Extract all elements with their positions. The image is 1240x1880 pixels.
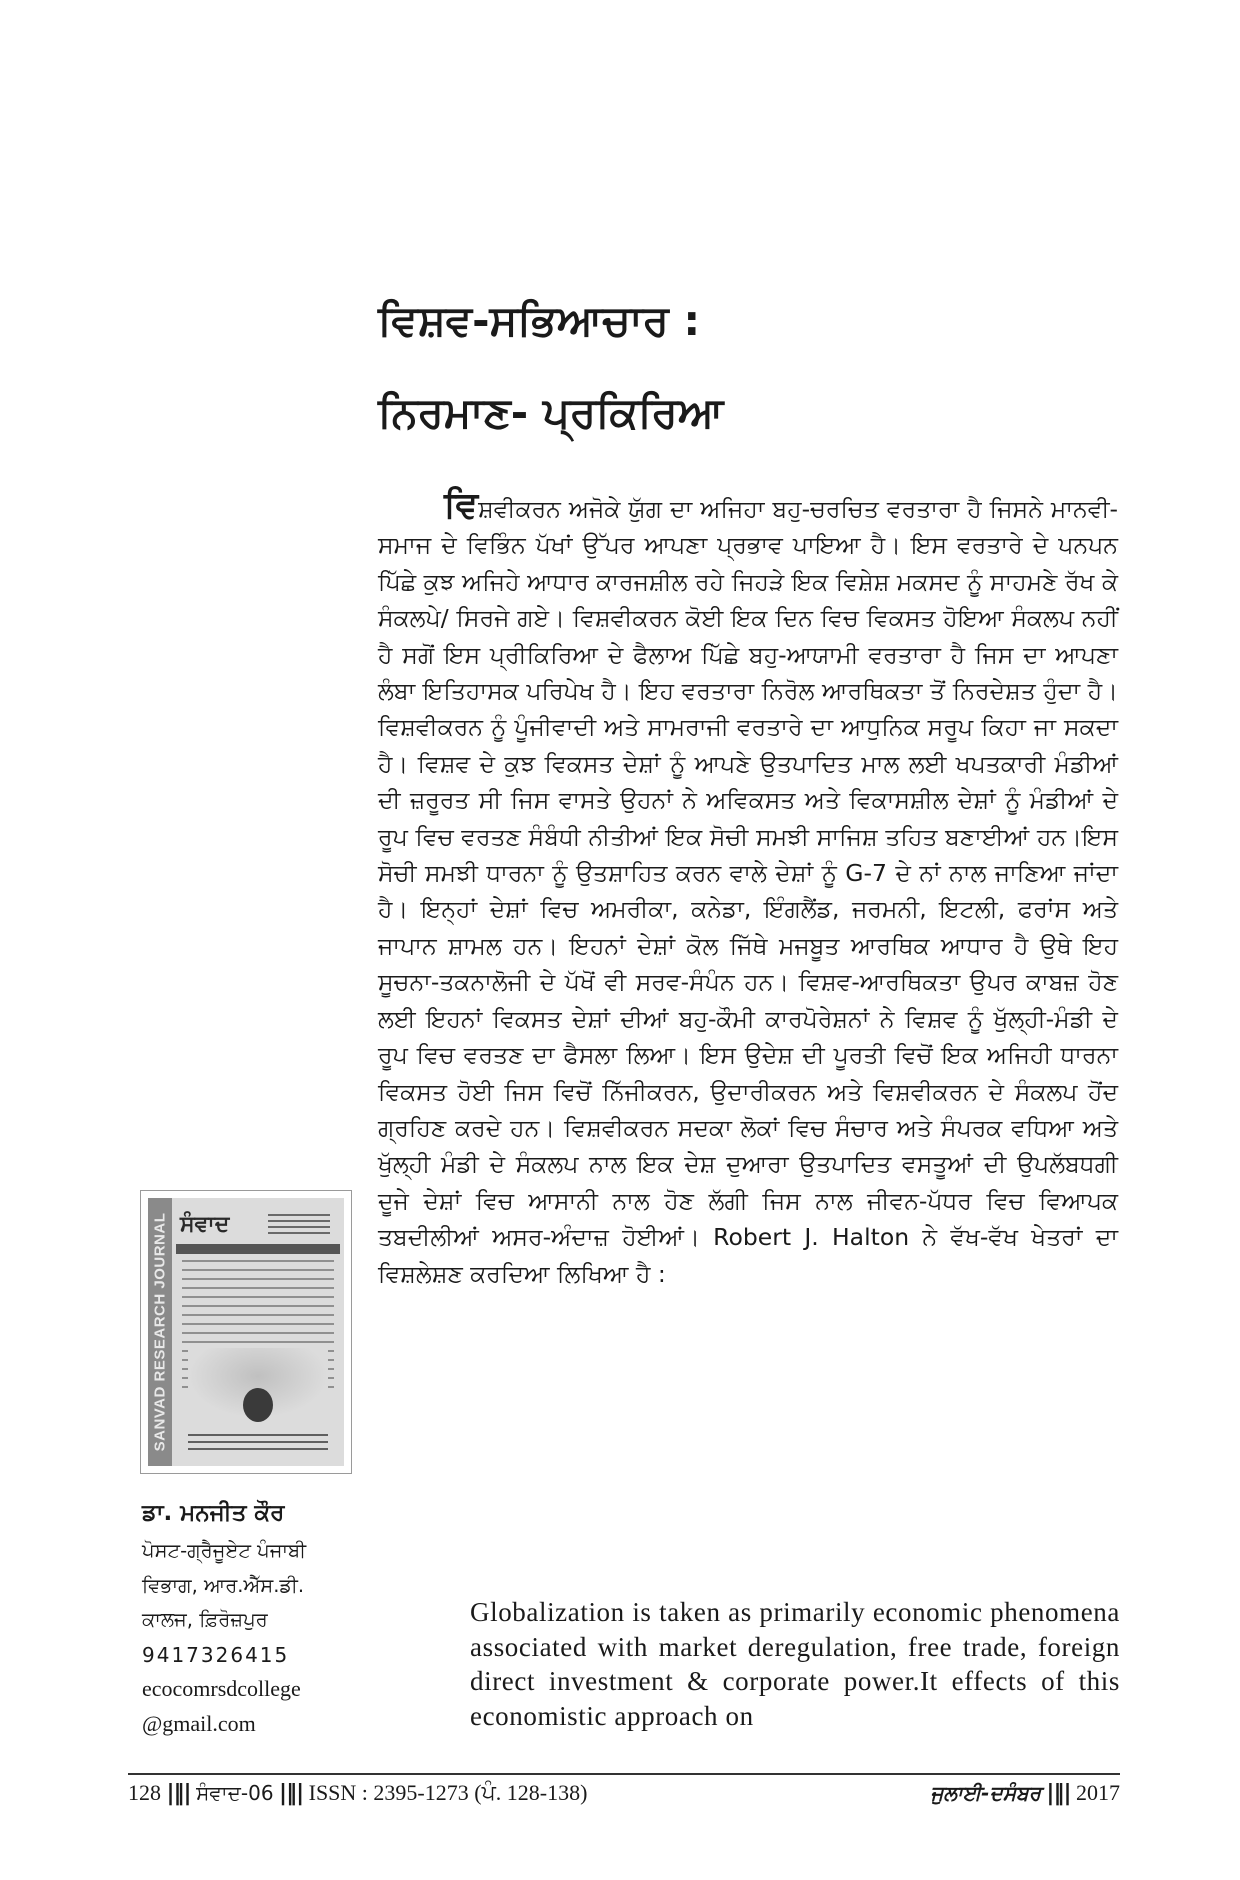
- cover-seal-icon: [243, 1388, 273, 1422]
- cover-meta-lines: [268, 1214, 330, 1234]
- author-department: ਪੋਸਟ-ਗ੍ਰੈਜੂਏਟ ਪੰਜਾਬੀ: [142, 1539, 307, 1562]
- author-college: ਕਾਲਜ, ਫ਼ਿਰੋਜ਼ਪੁਰ: [142, 1608, 268, 1631]
- cover-spine: [148, 1198, 172, 1466]
- author-email-user: ecocomrsdcollege: [142, 1676, 301, 1701]
- author-department-2: ਵਿਭਾਗ, ਆਰ.ਐੱਸ.ਡੀ.: [142, 1573, 305, 1597]
- article-title-line-1: ਵਿਸ਼ਵ-ਸਭਿਆਚਾਰ :: [378, 296, 701, 345]
- issn: ISSN : 2395-1273 (ਪੰ. 128-138): [308, 1780, 588, 1805]
- article-body: [378, 485, 1118, 1292]
- page-number: 128: [128, 1780, 161, 1805]
- issue-year: 2017: [1076, 1780, 1120, 1805]
- cover-artwork: [148, 1198, 344, 1466]
- author-phone: 9417326415: [142, 1642, 290, 1667]
- footer-separator: |‖|: [166, 1781, 191, 1806]
- article-body-text: ਸ਼ਵੀਕਰਨ ਅਜੋਕੇ ਯੁੱਗ ਦਾ ਅਜਿਹਾ ਬਹੁ-ਚਰਚਿਤ ਵਰਤਾਰਾ ਹੈ ਜਿਸਨੇ ਮਾਨਵੀ-ਸਮਾਜ ਦੇ ਵਿਭਿੰਨ ਪੱਖਾਂ ਉੱਪਰ ਆਪਣਾ ਪ੍ਰਭਾਵ ਪਾਇਆ ਹੈ। ਇਸ ਵਰਤਾਰੇ ਦੇ ਪਨਪਨ ਪਿੱਛੇ ਕੁਝ ਅਜਿਹੇ ਆਧਾਰ ਕਾਰਜਸ਼ੀਲ ਰਹੇ ਜਿਹੜੇ ਇਕ ਵਿਸ਼ੇਸ਼ ਮਕਸਦ ਨੂੰ ਸਾਹਮਣੇ ਰੱਖ ਕੇ ਸੰਕਲਪੇ/ ਸਿਰਜੇ ਗਏ। ਵਿਸ਼ਵੀਕਰਨ ਕੋਈ ਇਕ ਦਿਨ ਵਿਚ ਵਿਕਸਤ ਹੋਇਆ ਸੰਕਲਪ ਨਹੀਂ ਹੈ ਸਗੋਂ ਇਸ ਪ੍ਰੀਕਿਰਿਆ ਦੇ ਫੈਲਾਅ ਪਿੱਛੇ ਬਹੁ-ਆਯਾਮੀ ਵਰਤਾਰਾ ਹੈ ਜਿਸ ਦਾ ਆਪਣਾ ਲੰਬਾ ਇਤਿਹਾਸਕ ਪਰਿਪੇਖ ਹੈ। ਇਹ ਵਰਤਾਰਾ ਨਿਰੋਲ ਆਰਥਿਕਤਾ ਤੋਂ ਨਿਰਦੇਸ਼ਤ ਹੁੰਦਾ ਹੈ। ਵਿਸ਼ਵੀਕਰਨ ਨੂੰ ਪੂੰਜੀਵਾਦੀ ਅਤੇ ਸਾਮਰਾਜੀ ਵਰਤਾਰੇ ਦਾ ਆਧੁਨਿਕ ਸਰੂਪ ਕਿਹਾ ਜਾ ਸਕਦਾ ਹੈ। ਵਿਸ਼ਵ ਦੇ ਕੁਝ ਵਿਕਸਤ ਦੇਸ਼ਾਂ ਨੂੰ ਆਪਣੇ ਉਤਪਾਦਿਤ ਮਾਲ ਲਈ ਖਪਤਕਾਰੀ ਮੰਡੀਆਂ ਦੀ ਜ਼ਰੂਰਤ ਸੀ ਜਿਸ ਵਾਸਤੇ ਉਹਨਾਂ ਨੇ ਅਵਿਕਸਤ ਅਤੇ ਵਿਕਾਸਸ਼ੀਲ ਦੇਸ਼ਾਂ ਨੂੰ ਮੰਡੀਆਂ ਦੇ ਰੂਪ ਵਿਚ ਵਰਤਣ ਸੰਬੰਧੀ ਨੀਤੀਆਂ ਇਕ ਸੋਚੀ ਸਮਝੀ ਸਾਜਿਸ਼ ਤਹਿਤ ਬਣਾਈਆਂ ਹਨ।ਇਸ ਸੋਚੀ ਸਮਝੀ ਧਾਰਨਾ ਨੂੰ ਉਤਸ਼ਾਹਿਤ ਕਰਨ ਵਾਲੇ ਦੇਸ਼ਾਂ ਨੂੰ G-7 ਦੇ ਨਾਂ ਨਾਲ ਜਾਣਿਆ ਜਾਂਦਾ ਹੈ। ਇਨ੍ਹਾਂ ਦੇਸ਼ਾਂ ਵਿਚ ਅਮਰੀਕਾ, ਕਨੇਡਾ, ਇੰਗਲੈਂਡ, ਜਰਮਨੀ, ਇਟਲੀ, ਫਰਾਂਸ ਅਤੇ ਜਾਪਾਨ ਸ਼ਾਮਲ ਹਨ। ਇਹਨਾਂ ਦੇਸ਼ਾਂ ਕੋਲ ਜਿੱਥੇ ਮਜਬੂਤ ਆਰਥਿਕ ਆਧਾਰ ਹੈ ਉਥੇ ਇਹ ਸੂਚਨਾ-ਤਕਨਾਲੋਜੀ ਦੇ ਪੱਖੋਂ ਵੀ ਸਰਵ-ਸੰਪੰਨ ਹਨ। ਵਿਸ਼ਵ-ਆਰਥਿਕਤਾ ਉਪਰ ਕਾਬਜ਼ ਹੋਣ ਲਈ ਇਹਨਾਂ ਵਿਕਸਤ ਦੇਸ਼ਾਂ ਦੀਆਂ ਬਹੁ-ਕੌਮੀ ਕਾਰਪੋਰੇਸ਼ਨਾਂ ਨੇ ਵਿਸ਼ਵ ਨੂੰ ਖੁੱਲ੍ਹੀ-ਮੰਡੀ ਦੇ ਰੂਪ ਵਿਚ ਵਰਤਣ ਦਾ ਫੈਸਲਾ ਲਿਆ। ਇਸ ਉਦੇਸ਼ ਦੀ ਪੂਰਤੀ ਵਿਚੋਂ ਇਕ ਅਜਿਹੀ ਧਾਰਨਾ ਵਿਕਸਤ ਹੋਈ ਜਿਸ ਵਿਚੋਂ ਨਿੱਜੀਕਰਨ, ਉਦਾਰੀਕਰਨ ਅਤੇ ਵਿਸ਼ਵੀਕਰਨ ਦੇ ਸੰਕਲਪ ਹੋਂਦ ਗ੍ਰਹਿਣ ਕਰਦੇ ਹਨ। ਵਿਸ਼ਵੀਕਰਨ ਸਦਕਾ ਲੋਕਾਂ ਵਿਚ ਸੰਚਾਰ ਅਤੇ ਸੰਪਰਕ ਵਧਿਆ ਅਤੇ ਖੁੱਲ੍ਹੀ ਮੰਡੀ ਦੇ ਸੰਕਲਪ ਨਾਲ ਇਕ ਦੇਸ਼ ਦੁਆਰਾ ਉਤਪਾਦਿਤ ਵਸਤੂਆਂ ਦੀ ਉਪਲੱਬਧਗੀ ਦੂਜੇ ਦੇਸ਼ਾਂ ਵਿਚ ਆਸਾਨੀ ਨਾਲ ਹੋਣ ਲੱਗੀ ਜਿਸ ਨਾਲ ਜੀਵਨ-ਪੱਧਰ ਵਿਚ ਵਿਆਪਕ ਤਬਦੀਲੀਆਂ ਅਸਰ-ਅੰਦਾਜ਼ ਹੋਈਆਂ। Robert J. Halton ਨੇ ਵੱਖ-ਵੱਖ ਖੇਤਰਾਂ ਦਾ ਵਿਸ਼ਲੇਸ਼ਣ ਕਰਦਿਆ ਲਿਖਿਆ ਹੈ :: [378, 495, 1118, 1288]
- cover-spine-text: SANVAD RESEARCH JOURNAL: [151, 1212, 169, 1452]
- footer-right: [930, 1780, 1120, 1806]
- author-email-domain: @gmail.com: [142, 1710, 256, 1736]
- cover-publisher-lines: [188, 1434, 328, 1452]
- drop-cap: ਵਿ: [444, 485, 479, 526]
- author-block: [142, 1500, 372, 1741]
- footer-rule: [128, 1773, 1120, 1775]
- author-name: ਡਾ. ਮਨਜੀਤ ਕੌਰ: [142, 1500, 285, 1526]
- block-quote: Globalization is taken as primarily economic phenomena associated with market deregulation, free trade, foreign direct investment & corporate power.It effects of this economistic approach on: [470, 1597, 1120, 1731]
- issue-period: ਜੁਲਾਈ-ਦਸੰਬਰ: [930, 1781, 1041, 1805]
- journal-cover-image: [140, 1190, 352, 1474]
- journal-issue: ਸੰਵਾਦ-06: [196, 1781, 274, 1805]
- footer-left: [128, 1780, 587, 1806]
- footer-separator: |‖|: [279, 1781, 304, 1806]
- article-title-line-2: ਨਿਰਮਾਣ- ਪ੍ਰਕਿਰਿਆ: [378, 388, 724, 437]
- cover-band: [176, 1244, 340, 1254]
- footer-separator: |‖|: [1046, 1781, 1071, 1806]
- cover-logo: ਸੰਵਾਦ: [180, 1212, 230, 1237]
